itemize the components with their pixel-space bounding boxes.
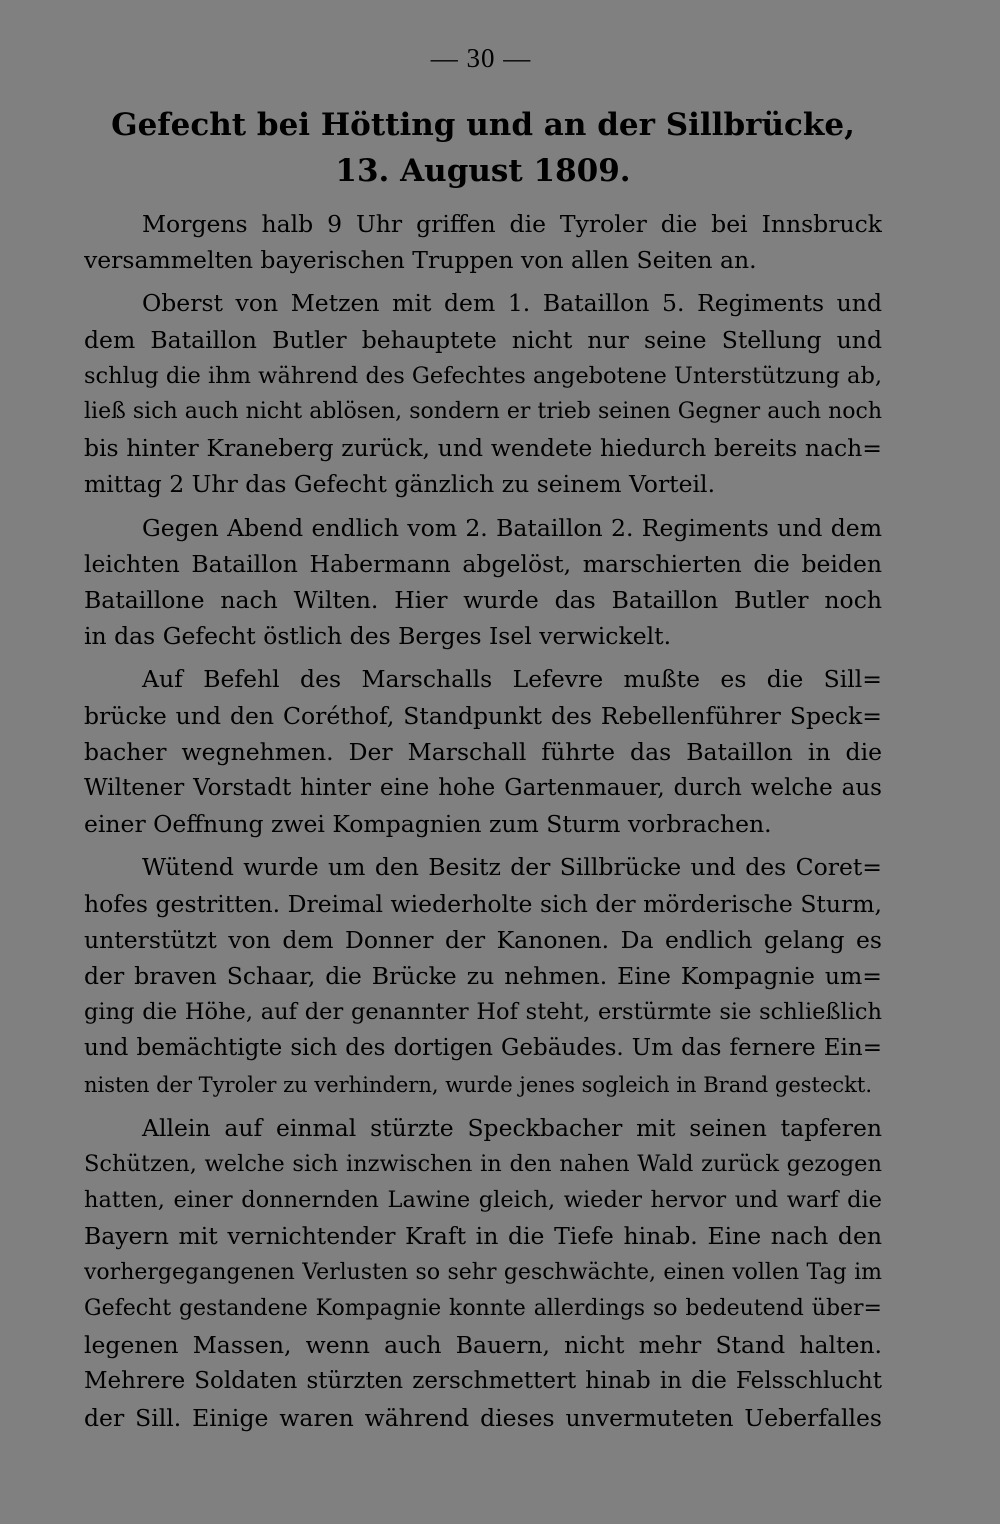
text-line: bacher wegnehmen. Der Marschall führte das Bataillon in die bbox=[84, 737, 882, 766]
chapter-title-line: Gefecht bei Hötting und an der Sillbrücke, bbox=[111, 107, 855, 143]
text-line: versammelten bayerischen Truppen von allen Seiten an. bbox=[84, 246, 757, 275]
paragraph bbox=[84, 849, 882, 1102]
text-line: mittag 2 Uhr das Gefecht gänzlich zu seinem Vorteil. bbox=[84, 470, 716, 499]
body-text bbox=[84, 206, 882, 1436]
text-line: in das Gefecht östlich des Berges Isel verwickelt. bbox=[84, 622, 672, 651]
text-line: leichten Bataillon Habermann abgelöst, marschierten die beiden bbox=[84, 549, 882, 578]
document-page bbox=[84, 40, 882, 1443]
text-line: Bayern mit vernichtender Kraft in die Tiefe hinab. Eine nach den bbox=[84, 1222, 882, 1251]
text-line: Bataillone nach Wilten. Hier wurde das Bataillon Butler noch bbox=[84, 586, 882, 615]
text-line: dem Bataillon Butler behauptete nicht nur seine Stellung und bbox=[84, 325, 882, 354]
text-line: ging die Höhe, auf der genannter Hof steht, erstürmte sie schließlich bbox=[84, 999, 882, 1026]
text-line: Gegen Abend endlich vom 2. Bataillon 2. Regiments und dem bbox=[142, 513, 882, 542]
text-line: Auf Befehl des Marschalls Lefevre mußte es die Sill= bbox=[142, 665, 882, 694]
text-line: unterstützt von dem Donner der Kanonen. Da endlich gelang es bbox=[84, 925, 882, 954]
chapter-title bbox=[84, 102, 882, 194]
text-line: bis hinter Kraneberg zurück, und wendete hiedurch bereits nach= bbox=[84, 434, 882, 463]
text-line: Wiltener Vorstadt hinter eine hohe Gartenmauer, durch welche aus bbox=[84, 775, 882, 802]
chapter-title-line: 13. August 1809. bbox=[335, 153, 631, 189]
text-line: brücke und den Coréthof, Standpunkt des Rebellenführer Speck= bbox=[84, 701, 882, 730]
text-line: und bemächtigte sich des dortigen Gebäudes. Um das fernere Ein= bbox=[84, 1035, 882, 1062]
page-number: — 30 — bbox=[430, 43, 532, 73]
text-line: Morgens halb 9 Uhr griffen die Tyroler die bei Innsbruck bbox=[142, 210, 882, 238]
text-line: vorhergegangenen Verlusten so sehr geschwächte, einen vollen Tag im bbox=[84, 1259, 882, 1285]
paragraph bbox=[84, 510, 882, 655]
text-line: Mehrere Soldaten stürzten zerschmettert hinab in die Felsschlucht bbox=[84, 1368, 882, 1395]
paragraph bbox=[84, 661, 882, 842]
text-line: schlug die ihm während des Gefechtes angebotene Unterstützung ab, bbox=[84, 362, 882, 389]
text-line: hatten, einer donnernden Lawine gleich, wieder hervor und warf die bbox=[84, 1187, 882, 1214]
text-line: Gefecht gestandene Kompagnie konnte allerdings so bedeutend über= bbox=[84, 1295, 882, 1321]
text-line: hofes gestritten. Dreimal wiederholte sich der mörderische Sturm, bbox=[84, 889, 882, 918]
text-line: nisten der Tyroler zu verhindern, wurde jenes sogleich in Brand gesteckt. bbox=[84, 1072, 873, 1097]
text-line: der Sill. Einige waren während dieses unvermuteten Ueberfalles bbox=[84, 1403, 882, 1432]
paragraph bbox=[84, 1110, 882, 1436]
text-line: Schützen, welche sich inzwischen in den nahen Wald zurück gezogen bbox=[84, 1151, 882, 1178]
text-line: legenen Massen, wenn auch Bauern, nicht mehr Stand halten. bbox=[84, 1331, 882, 1360]
text-line: Allein auf einmal stürzte Speckbacher mit seinen tapferen bbox=[142, 1113, 882, 1142]
text-line: ließ sich auch nicht ablösen, sondern er trieb seinen Gegner auch noch bbox=[84, 399, 882, 425]
text-line: Oberst von Metzen mit dem 1. Bataillon 5. Regiments und bbox=[142, 289, 882, 318]
text-line: einer Oeffnung zwei Kompagnien zum Sturm vorbrachen. bbox=[84, 810, 772, 839]
text-line: Wütend wurde um den Besitz der Sillbrücke und des Coret= bbox=[142, 853, 882, 882]
paragraph bbox=[84, 285, 882, 502]
text-line: der braven Schaar, die Brücke zu nehmen. Eine Kompagnie um= bbox=[84, 962, 882, 991]
paragraph bbox=[84, 206, 882, 278]
